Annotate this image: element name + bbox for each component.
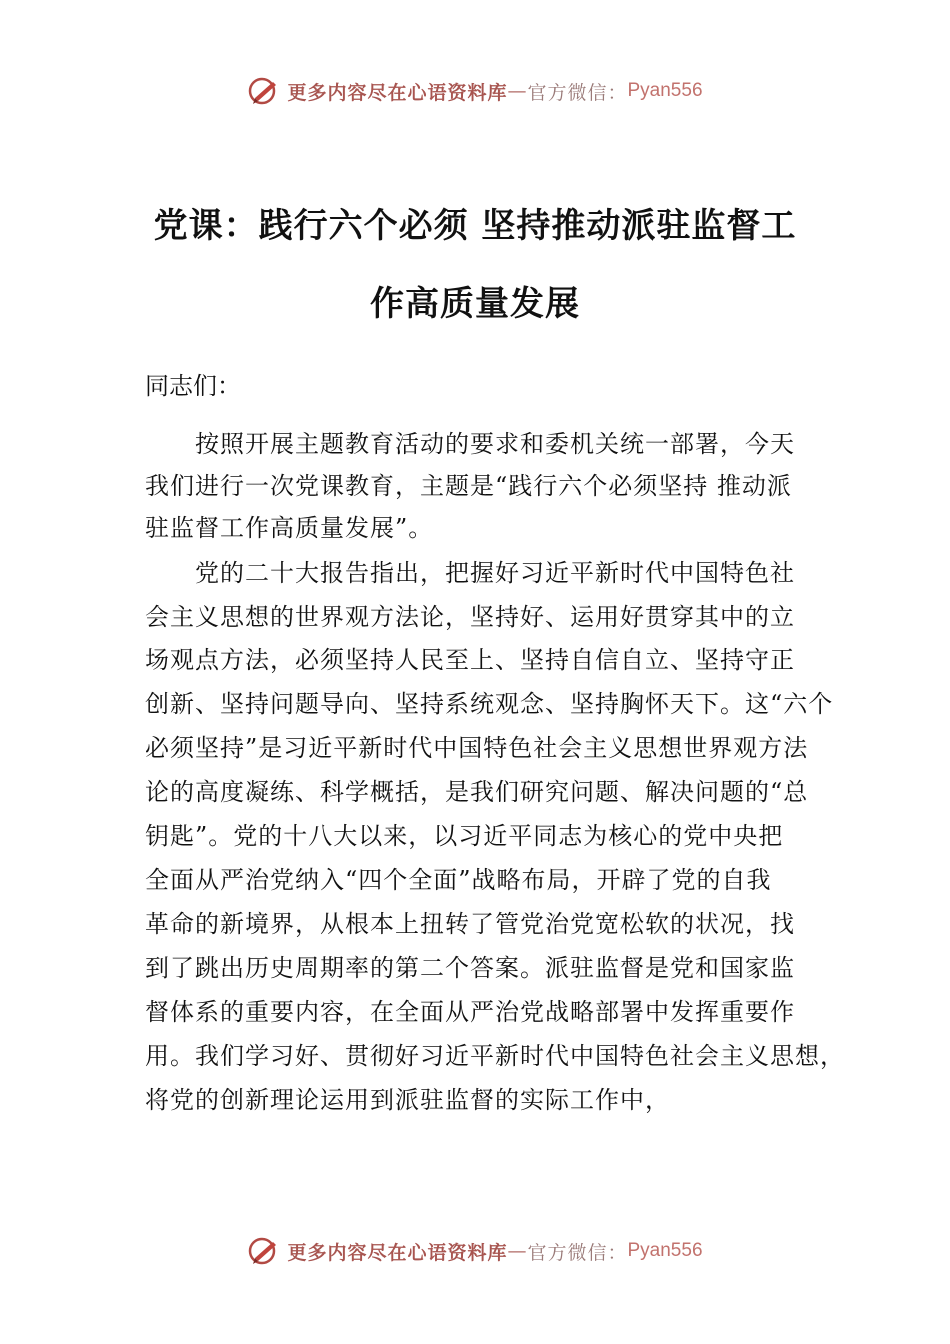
body-line: 场观点方法，必须坚持人民至上、坚持自信自立、坚持守正 <box>145 646 795 674</box>
body-line: 创新、坚持问题导向、坚持系统观念、坚持胸怀天下。这“六个 <box>145 690 834 718</box>
banner-wechat-id: Pyan556 <box>627 1240 703 1261</box>
salutation: 同志们： <box>145 372 241 400</box>
body-line: 督体系的重要内容，在全面从严治党战略部署中发挥重要作 <box>145 998 795 1026</box>
body-line: 驻监督工作高质量发展”。 <box>145 514 434 542</box>
document-title-line-1: 党课：践行六个必须 坚持推动派驻监督工 <box>153 206 797 246</box>
document-title-line-2: 作高质量发展 <box>370 284 580 324</box>
body-line: 到了跳出历史周期率的第二个答案。派驻监督是党和国家监 <box>145 954 795 982</box>
body-line: 将党的创新理论运用到派驻监督的实际工作中， <box>145 1086 670 1114</box>
banner-wechat-label: 官方微信： <box>527 81 628 104</box>
body-line: 我们进行一次党课教育，主题是“践行六个必须坚持 推动派 <box>145 472 792 500</box>
body-line: 论的高度凝练、科学概括，是我们研究问题、解决问题的“总 <box>145 778 809 806</box>
body-line: 革命的新境界，从根本上扭转了管党治党宽松软的状况，找 <box>145 910 795 938</box>
body-line: 钥匙”。党的十八大以来，以习近平同志为核心的党中央把 <box>145 822 784 850</box>
body-line: 全面从严治党纳入“四个全面”战略布局，开辟了党的自我 <box>145 866 772 894</box>
header-banner <box>0 74 950 108</box>
body-line: 会主义思想的世界观方法论，坚持好、运用好贯穿其中的立 <box>145 603 795 631</box>
banner-wechat-label: 官方微信： <box>527 1241 628 1264</box>
body-line: 按照开展主题教育活动的要求和委机关统一部署，今天 <box>195 430 795 458</box>
footer-banner <box>0 1234 950 1268</box>
body-line: 党的二十大报告指出，把握好习近平新时代中国特色社 <box>195 559 795 587</box>
banner-brand-text: 更多内容尽在心语资料库 <box>287 81 508 104</box>
pen-logo-icon <box>247 1234 281 1268</box>
body-line: 用。我们学习好、贯彻好习近平新时代中国特色社会主义思想， <box>145 1042 845 1070</box>
pen-logo-icon <box>247 74 281 108</box>
body-line: 必须坚持”是习近平新时代中国特色社会主义思想世界观方法 <box>145 734 809 762</box>
banner-wechat-id: Pyan556 <box>627 80 703 101</box>
banner-brand-text: 更多内容尽在心语资料库 <box>287 1241 508 1264</box>
banner-separator: — <box>507 80 528 102</box>
banner-separator: — <box>507 1240 528 1262</box>
